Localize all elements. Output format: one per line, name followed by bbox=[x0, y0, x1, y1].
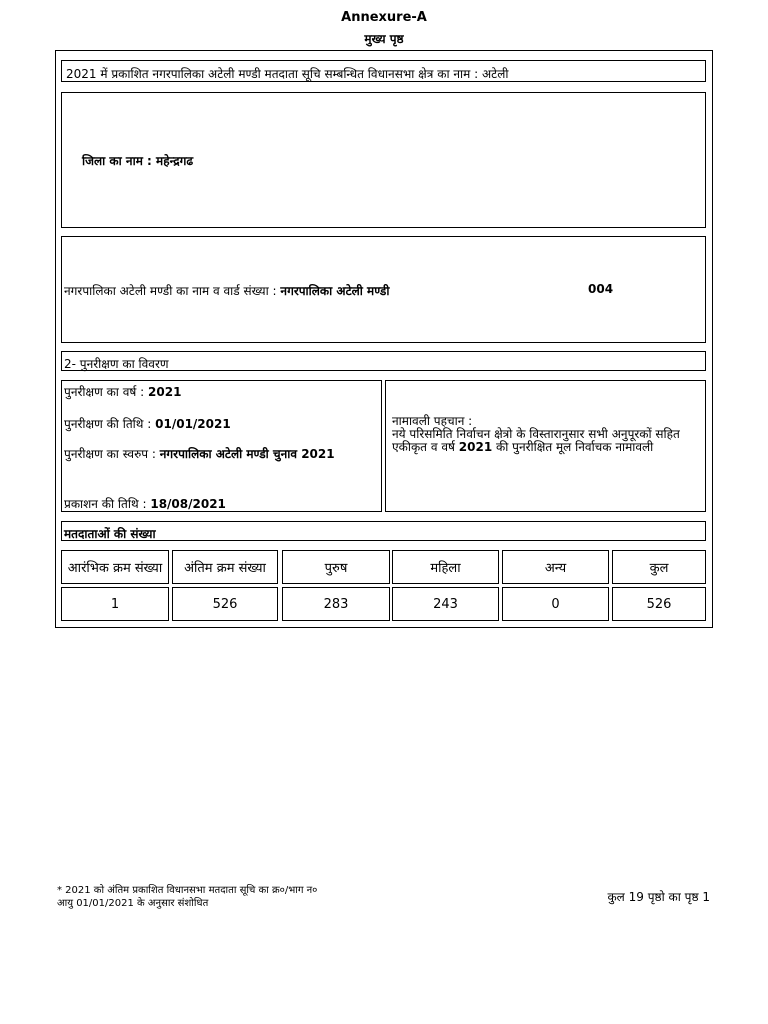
annexure-title: Annexure-A bbox=[341, 10, 427, 25]
value-total: 526 bbox=[612, 587, 706, 621]
page-info: कुल 19 पृष्ठो का पृष्ठ 1 bbox=[607, 890, 710, 904]
revision-details-box bbox=[61, 380, 382, 512]
header-end-serial: अंतिम क्रम संख्या bbox=[172, 550, 278, 584]
header-other: अन्य bbox=[502, 550, 609, 584]
value-female: 243 bbox=[392, 587, 499, 621]
voters-heading-box bbox=[61, 521, 706, 541]
publication-date-label: प्रकाशन की तिथि : bbox=[64, 497, 147, 511]
constituency-title-box bbox=[61, 60, 706, 82]
municipality-name: नगरपालिका अटेली मण्डी bbox=[280, 284, 390, 298]
roll-identity-text-b: की पुनरीक्षित मूल निर्वाचक नामावली bbox=[496, 440, 654, 454]
revision-date-label: पुनरीक्षण की तिथि : bbox=[64, 417, 152, 431]
revision-type-value: नगरपालिका अटेली मण्डी चुनाव 2021 bbox=[159, 447, 335, 461]
value-end-serial: 526 bbox=[172, 587, 278, 621]
district-label: जिला का नाम : bbox=[82, 154, 152, 168]
roll-identity-label: नामावली पहचान : bbox=[392, 414, 473, 428]
value-other: 0 bbox=[502, 587, 609, 621]
header-total: कुल bbox=[612, 550, 706, 584]
revision-heading: 2- पुनरीक्षण का विवरण bbox=[64, 357, 169, 371]
footer-note bbox=[57, 884, 317, 910]
constituency-title: 2021 में प्रकाशित नगरपालिका अटेली मण्डी मतदाता सूचि सम्बन्धित विधानसभा क्षेत्र का नाम : अटेली bbox=[66, 67, 509, 81]
roll-identity-year: 2021 bbox=[458, 440, 493, 454]
municipality-label: नगरपालिका अटेली मण्डी का नाम व वार्ड संख्या : bbox=[64, 284, 277, 298]
revision-date-value: 01/01/2021 bbox=[155, 417, 231, 431]
voters-heading: मतदाताओं की संख्या bbox=[64, 527, 156, 541]
header-start-serial: आरंभिक क्रम संख्या bbox=[61, 550, 169, 584]
municipality-box bbox=[61, 236, 706, 343]
ward-number: 004 bbox=[588, 282, 614, 296]
value-male: 283 bbox=[282, 587, 390, 621]
header-male: पुरुष bbox=[282, 550, 390, 584]
revision-type-label: पुनरीक्षण का स्वरुप : bbox=[64, 447, 156, 461]
revision-year-label: पुनरीक्षण का वर्ष : bbox=[64, 385, 145, 399]
roll-identity-box bbox=[385, 380, 706, 512]
publication-date-line bbox=[64, 495, 226, 512]
roll-identity-text-a: नये परिसमिति निर्वाचन क्षेत्रो के विस्तारानुसार सभी अनुपूरकों सहित एकीकृत व वर्ष bbox=[392, 427, 680, 454]
district-value: महेन्द्रगढ bbox=[156, 154, 194, 168]
footer-note-line1: * 2021 को अंतिम प्रकाशित विधानसभा मतदाता सूचि का क्र०/भाग न० bbox=[57, 885, 318, 896]
revision-type-line bbox=[64, 447, 374, 461]
revision-year-value: 2021 bbox=[148, 385, 182, 399]
district-box bbox=[61, 92, 706, 228]
revision-heading-box bbox=[61, 351, 706, 371]
revision-year-line bbox=[64, 383, 181, 400]
header-female: महिला bbox=[392, 550, 499, 584]
district-line bbox=[82, 152, 193, 169]
roll-identity-text bbox=[392, 415, 692, 454]
municipality-line bbox=[64, 282, 389, 299]
main-page-heading: मुख्य पृष्ठ bbox=[364, 32, 404, 46]
value-start-serial: 1 bbox=[61, 587, 169, 621]
revision-date-line bbox=[64, 415, 231, 432]
publication-date-value: 18/08/2021 bbox=[150, 497, 226, 511]
footer-note-line2: आयु 01/01/2021 के अनुसार संशोधित bbox=[57, 898, 209, 909]
